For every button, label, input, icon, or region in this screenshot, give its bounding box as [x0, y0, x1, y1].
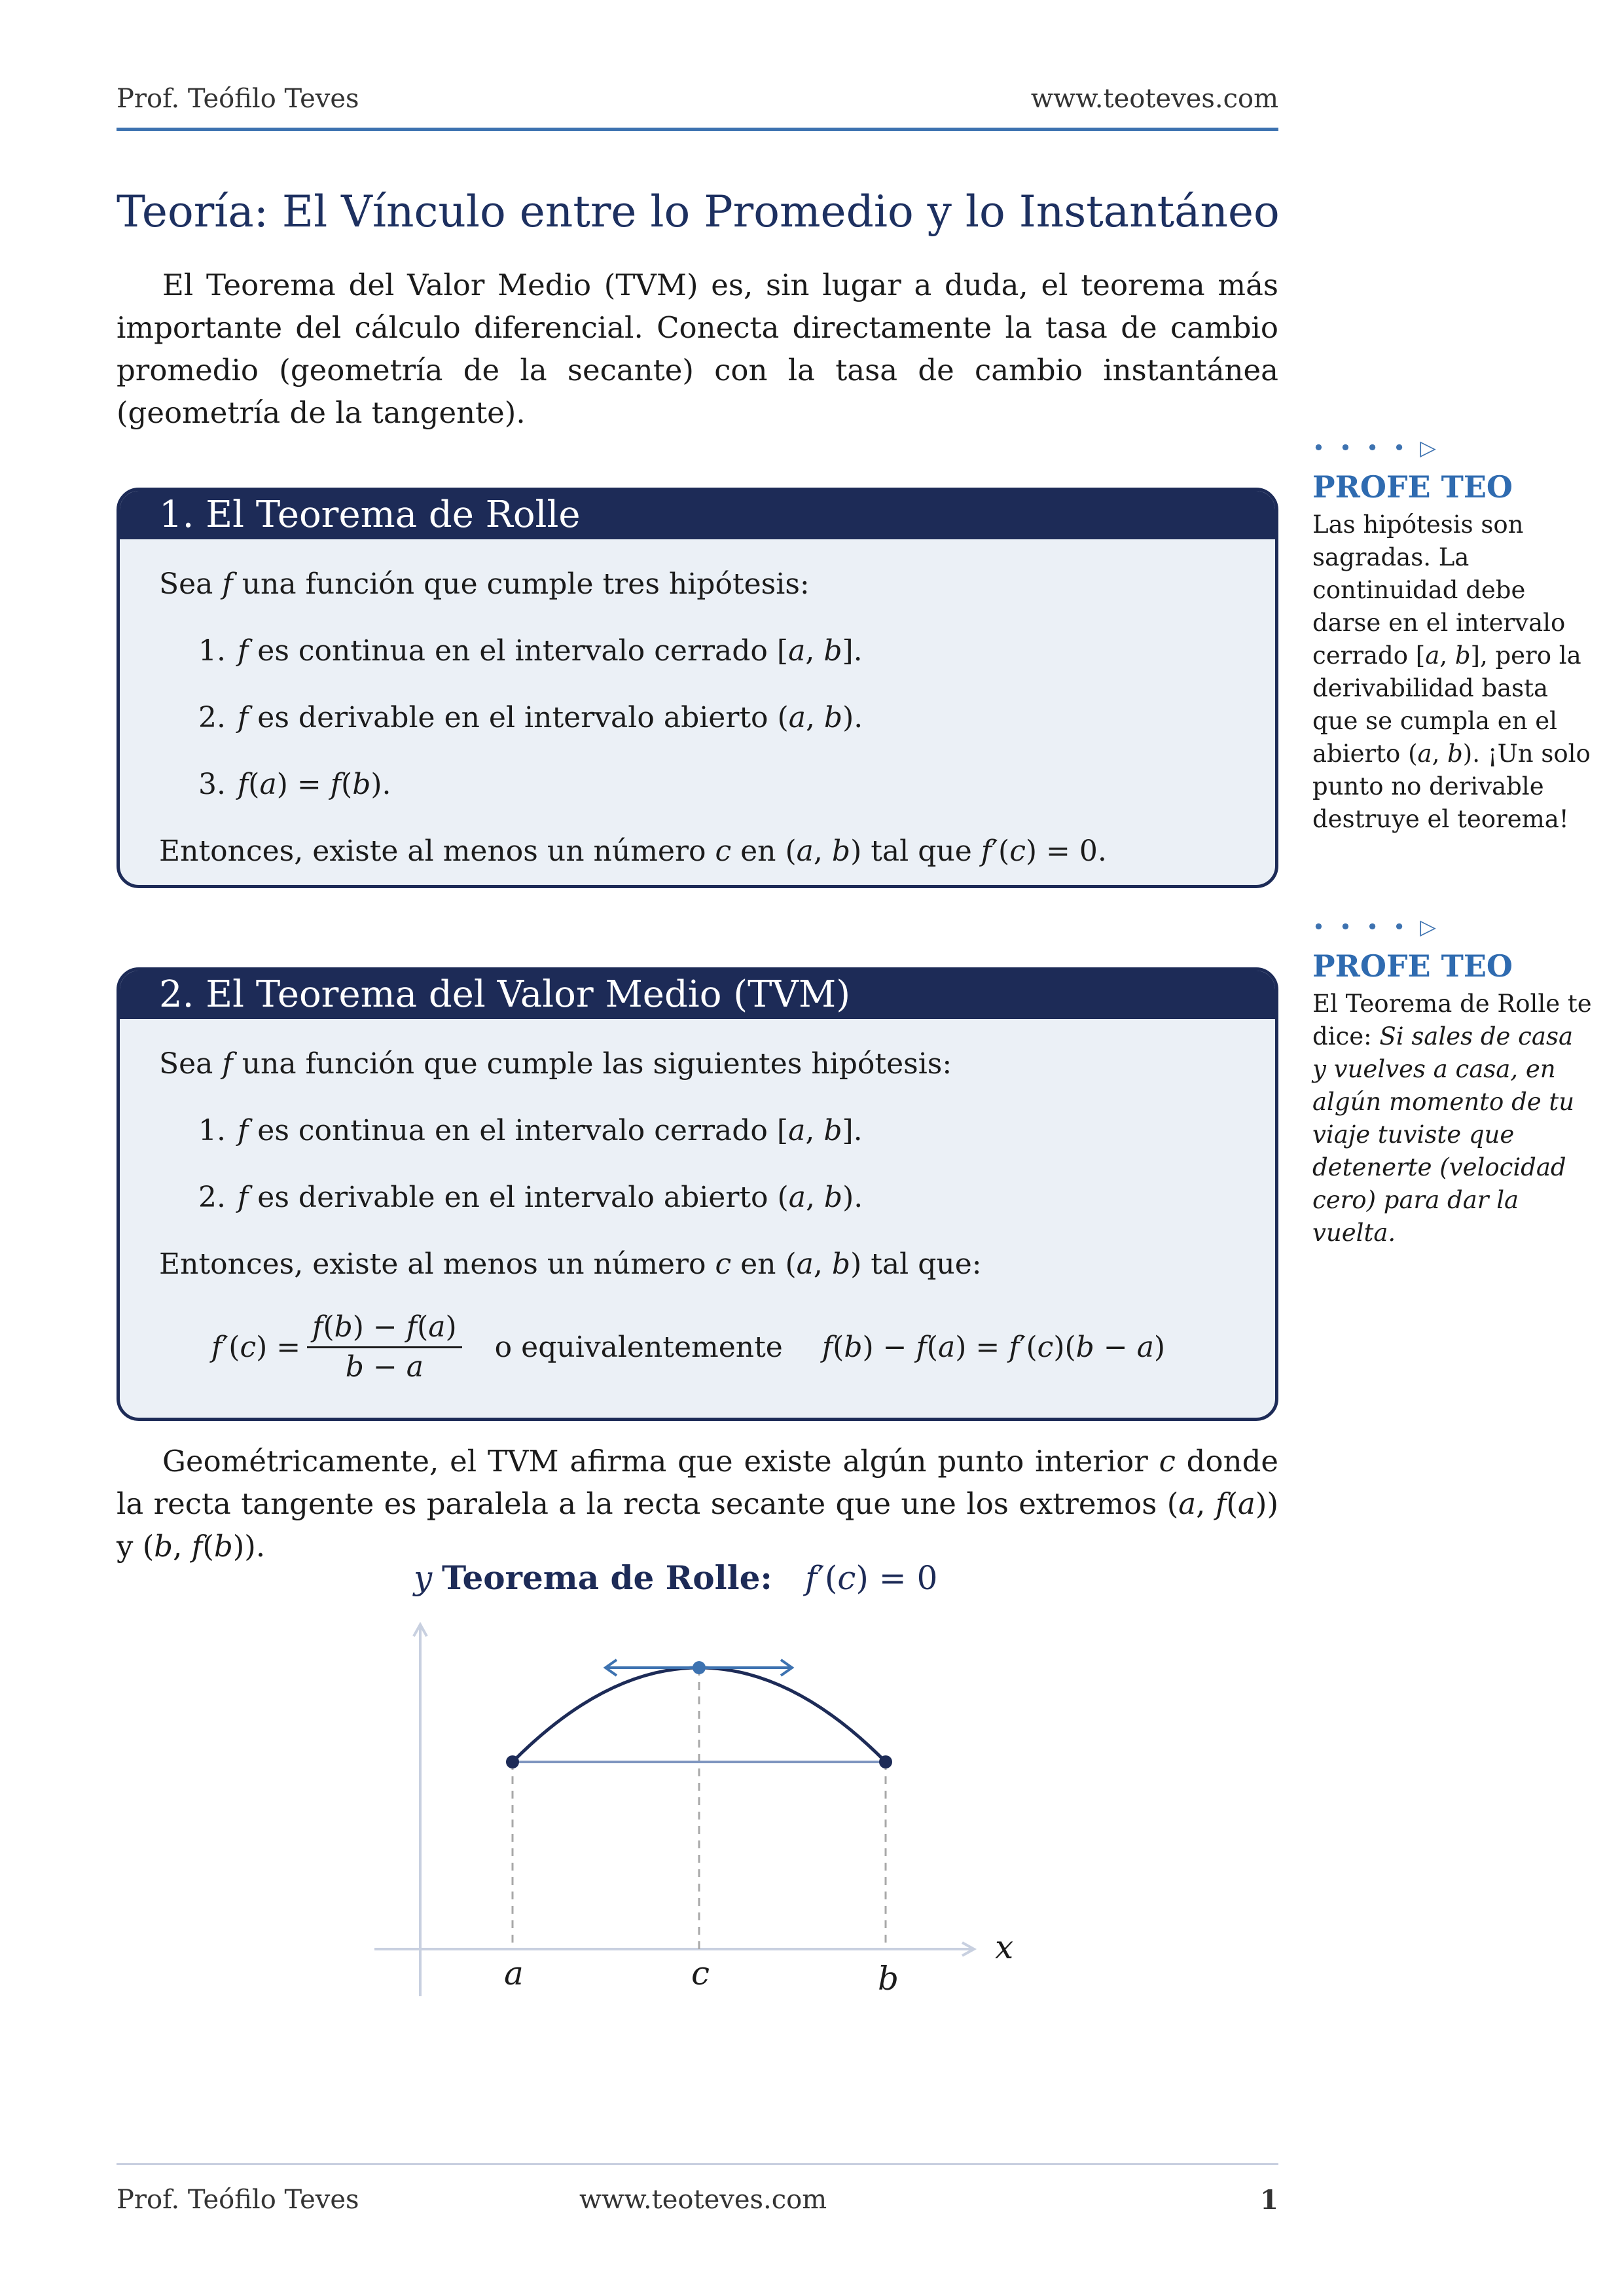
- point-a: [506, 1755, 519, 1768]
- rolle-theorem-box: [117, 488, 1278, 888]
- header-website: www.teoteves.com: [1030, 84, 1278, 114]
- note-text: El Teorema de Rolle te dice: Si sales de casa y vuelves a casa, en algún momento de tu viaje tuviste que detenerte (velocidad cero) para dar la vuelta.: [1312, 990, 1592, 1247]
- rolle-hypothesis-3: 3. f(a) = f(b).: [198, 768, 391, 801]
- figure-title: Teorema de Rolle:: [442, 1558, 772, 1597]
- rolle-theorem-title: 1. El Teorema de Rolle: [120, 491, 1275, 539]
- point-c: [693, 1661, 706, 1674]
- rolle-hypothesis-1: 1. f es continua en el intervalo cerrado [a, b].: [198, 634, 863, 668]
- note-arrow-icon: • • • • ▷: [1312, 435, 1440, 460]
- header-rule: [117, 128, 1278, 131]
- intro-text: El Teorema del Valor Medio (TVM) es, sin lugar a duda, el teorema más importante del cálculo diferencial. Conecta directamente la tasa de cambio promedio (geometría de la secante) con la tasa de cambio instantánea (geometría de la tangente).: [117, 268, 1278, 430]
- mvt-hypothesis-2: 2. f es derivable en el intervalo abierto (a, b).: [198, 1181, 863, 1214]
- footer-rule: [117, 2163, 1278, 2165]
- margin-note-2: [1312, 914, 1594, 1249]
- mvt-hypothesis-1: 1. f es continua en el intervalo cerrado [a, b].: [198, 1114, 863, 1147]
- rolle-figure: [353, 1545, 1047, 2016]
- header-author: Prof. Teófilo Teves: [117, 84, 359, 114]
- rolle-hypothesis-2: 2. f es derivable en el intervalo abierto (a, b).: [198, 701, 863, 734]
- footer-website: www.teoteves.com: [579, 2185, 827, 2215]
- note-heading: PROFE TEO: [1312, 469, 1513, 505]
- page-number: 1: [1260, 2185, 1278, 2215]
- tick-label-b: b: [878, 1960, 899, 1998]
- margin-note-1: [1312, 435, 1594, 836]
- mvt-conclusion: Entonces, existe al menos un número c en (a, b) tal que:: [159, 1247, 982, 1281]
- mvt-lead: Sea f una función que cumple las siguientes hipótesis:: [159, 1047, 952, 1081]
- footer-author: Prof. Teófilo Teves: [117, 2185, 359, 2215]
- tick-label-c: c: [691, 1954, 710, 1992]
- geometric-text: Geométricamente, el TVM afirma que existe algún punto interior c donde la recta tangente es paralela a la recta secante que une los extremos (a, f(a)) y (b, f(b)).: [117, 1444, 1279, 1564]
- note-heading: PROFE TEO: [1312, 948, 1513, 984]
- tick-label-a: a: [504, 1954, 524, 1992]
- mvt-formula: f′(c) = $\frac{f(b) - f(a)}{b - a}$ o equivalentemente f(b) − f(a) = f′(c)(b − a): [159, 1298, 1236, 1396]
- rolle-conclusion: Entonces, existe al menos un número c en (a, b) tal que f′(c) = 0.: [159, 834, 1107, 868]
- note-text: Las hipótesis son sagradas. La continuidad debe darse en el intervalo cerrado [a, b], pero la derivabilidad basta que se cumpla en el abierto (a, b). ¡Un solo punto no derivable destruye el teorema!: [1312, 511, 1591, 833]
- intro-paragraph: [117, 264, 1278, 434]
- mvt-theorem-box: [117, 967, 1278, 1421]
- x-axis-label: x: [995, 1928, 1014, 1966]
- figure-title-formula: f′(c) = 0: [805, 1559, 938, 1597]
- rolle-lead: Sea f una función que cumple tres hipótesis:: [159, 567, 810, 601]
- mvt-theorem-title: 2. El Teorema del Valor Medio (TVM): [120, 971, 1275, 1019]
- note-arrow-icon: • • • • ▷: [1312, 914, 1440, 939]
- y-axis-label: y: [414, 1559, 433, 1597]
- mvt-equiv-text: o equivalentemente: [494, 1330, 783, 1364]
- point-b: [879, 1755, 892, 1768]
- section-title: Teoría: El Vínculo entre lo Promedio y lo Instantáneo: [117, 187, 1280, 237]
